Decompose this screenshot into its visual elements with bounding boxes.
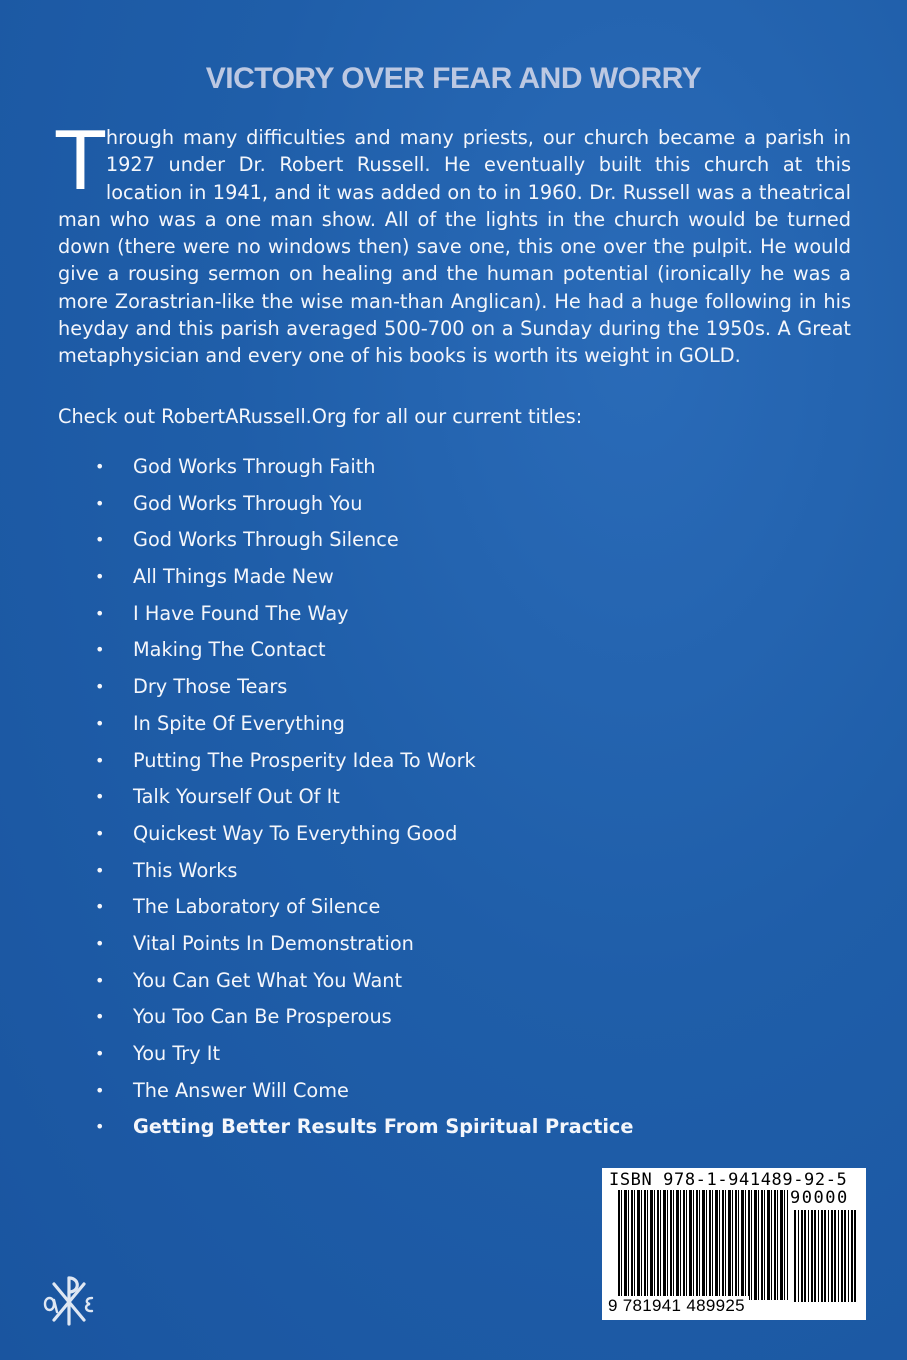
title-label: You Can Get What You Want [133, 968, 403, 992]
barcode-addon-bars [794, 1210, 856, 1302]
title-label: I Have Found The Way [133, 601, 349, 625]
title-label: Dry Those Tears [133, 675, 288, 699]
intro-paragraph [56, 115, 851, 370]
list-item [0, 597, 907, 634]
list-item [0, 1037, 907, 1074]
bullet-icon: • [95, 970, 105, 990]
list-item [0, 817, 907, 854]
bullet-icon: • [95, 677, 105, 697]
list-item [0, 450, 907, 487]
bullet-icon: • [95, 787, 105, 807]
drop-cap: T [56, 115, 105, 208]
chi-rho-alpha-omega-icon [40, 1270, 100, 1330]
list-item [0, 523, 907, 560]
list-item [0, 890, 907, 927]
bullet-icon: • [95, 933, 105, 953]
bullet-icon: • [95, 567, 105, 587]
title-label: The Answer Will Come [133, 1078, 349, 1102]
bullet-icon: • [95, 603, 105, 623]
title-label: Putting The Prosperity Idea To Work [133, 748, 476, 772]
bullet-icon: • [95, 1117, 105, 1137]
list-item [0, 1000, 907, 1037]
list-item [0, 964, 907, 1001]
page-title: VICTORY OVER FEAR AND WORRY [205, 62, 702, 95]
title-label: The Laboratory of Silence [133, 895, 381, 919]
bullet-icon: • [95, 897, 105, 917]
title-label: You Too Can Be Prosperous [133, 1005, 392, 1029]
bullet-icon: • [95, 1080, 105, 1100]
list-item [0, 1074, 907, 1111]
bullet-icon: • [95, 530, 105, 550]
barcode-bars [618, 1190, 788, 1300]
title-label: This Works [133, 858, 238, 882]
title-label: Getting Better Results From Spiritual Practice [133, 1115, 634, 1139]
title-label: God Works Through You [133, 491, 363, 515]
bullet-icon: • [95, 750, 105, 770]
intro-text: hrough many difficulties and many priests, our church became a parish in 1927 under Dr. Robert Russell. He eventually built this church at this location in 1941, and it was added on to in 1960. Dr. Russell was a theatrical man who was a one man show. All of the lights in the church would be turned down (there were no windows then) save one, this one over the pulpit. He would give a rousing sermon on healing and the human potential (ironically he was a more Zorastrian-like the wise man-than Anglican). He had a huge following in his heyday and this parish averaged 500-700 on a Sunday during the 1950s. A Great metaphysician and every one of his books is worth its weight in GOLD. [58, 126, 851, 368]
list-item [0, 927, 907, 964]
list-item [0, 487, 907, 524]
title-label: Talk Yourself Out Of It [133, 785, 340, 809]
title-label: God Works Through Faith [133, 455, 376, 478]
list-item [0, 633, 907, 670]
bullet-icon: • [95, 1007, 105, 1027]
title-label: You Try It [133, 1042, 221, 1065]
bullet-icon: • [95, 823, 105, 843]
title-label: Quickest Way To Everything Good [133, 821, 458, 845]
price-code: 90000 [790, 1188, 849, 1208]
list-item [0, 780, 907, 817]
title-label: All Things Made New [133, 565, 334, 589]
isbn-label: ISBN 978-1-941489-92-5 [609, 1170, 848, 1190]
bullet-icon: • [95, 493, 105, 513]
bullet-icon: • [95, 860, 105, 880]
bullet-icon: • [95, 457, 105, 476]
list-item [0, 707, 907, 744]
bullet-icon: • [95, 713, 105, 733]
bullet-icon: • [95, 1044, 105, 1063]
title-label: Making The Contact [133, 638, 326, 662]
list-item [0, 854, 907, 891]
title-label: Vital Points In Demonstration [133, 931, 414, 955]
title-list [0, 450, 907, 1147]
title-label: God Works Through Silence [133, 528, 399, 552]
ean-digits: 9 781941 489925 [604, 1296, 749, 1316]
isbn-barcode [602, 1168, 866, 1320]
list-item [0, 744, 907, 781]
checkout-text: Check out RobertARussell.Org for all our current titles: [58, 405, 583, 428]
list-item [0, 560, 907, 597]
chi-rho-alpha-omega-icon [40, 1270, 100, 1330]
bullet-icon: • [95, 640, 105, 660]
list-item [0, 670, 907, 707]
list-item [0, 1110, 907, 1147]
title-label: In Spite Of Everything [133, 711, 345, 735]
